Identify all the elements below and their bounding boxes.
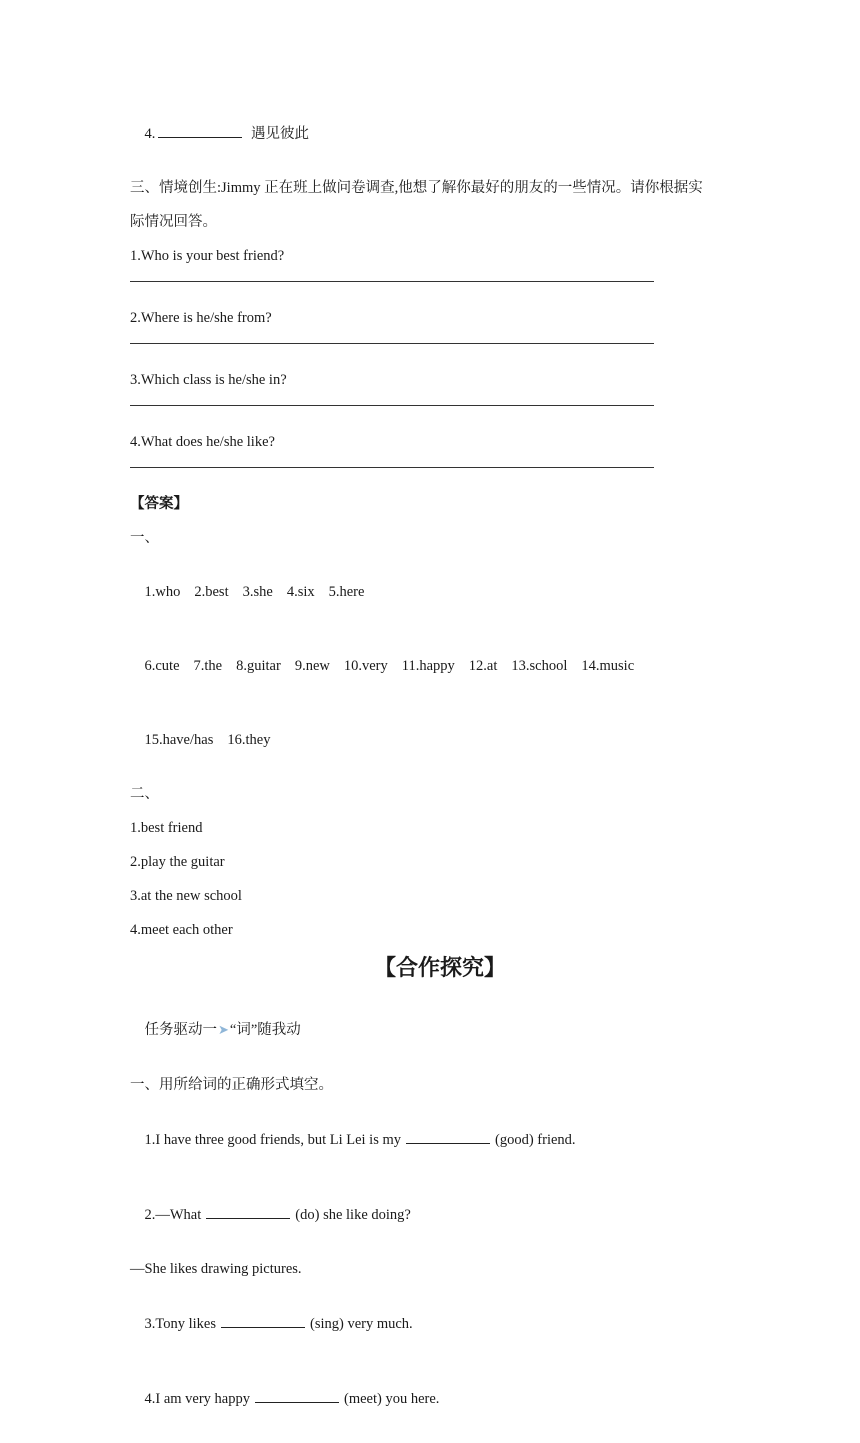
vocab-item-4-text: 遇见彼此	[251, 126, 309, 142]
survey-question-4: 4.What does he/she like?	[130, 434, 275, 450]
section3-intro-line1: 三、情境创生:Jimmy 正在班上做问卷调查,他想了解你最好的朋友的一些情况。请你根据实	[130, 180, 703, 196]
answer-item: 14.music	[581, 658, 635, 674]
answer-part1-label: 一、	[130, 530, 159, 546]
fill-question-4	[130, 1368, 750, 1429]
answer-item: 10.very	[343, 658, 388, 674]
fill-question-4-suffix: (meet) you here.	[344, 1391, 440, 1407]
fill-question-1	[130, 1109, 750, 1170]
task-suffix: “词”随我动	[229, 1022, 301, 1038]
survey-question-2: 2.Where is he/she from?	[130, 310, 272, 326]
fill-question-2-reply: —She likes drawing pictures.	[130, 1261, 302, 1277]
fill-instruction: 一、用所给词的正确形式填空。	[130, 1077, 333, 1093]
answer-blank[interactable]	[221, 1313, 305, 1328]
task-prefix: 任务驱动一	[144, 1022, 217, 1038]
answer-blank[interactable]	[206, 1204, 290, 1219]
fill-question-2-suffix: (do) she like doing?	[295, 1207, 411, 1223]
cooperate-heading: 【合作探究】	[373, 955, 506, 980]
answer-part2-item-2: 2.play the guitar	[130, 854, 225, 870]
answer-item: 13.school	[511, 658, 568, 674]
answer-item: 3.she	[242, 584, 273, 600]
answer-part2-item-3: 3.at the new school	[130, 888, 242, 904]
answer-blank[interactable]	[406, 1129, 490, 1144]
answer-row-1	[130, 562, 750, 622]
answer-item: 9.new	[294, 658, 330, 674]
answer-item: 6.cute	[144, 658, 180, 674]
answer-line[interactable]	[130, 342, 654, 344]
answer-item: 1.who	[144, 584, 181, 600]
document-page	[130, 103, 750, 1443]
survey-question-1: 1.Who is your best friend?	[130, 248, 285, 264]
fill-question-2-prefix: 2.—What	[144, 1207, 202, 1223]
answer-line[interactable]	[130, 404, 654, 406]
answer-line[interactable]	[130, 280, 654, 282]
answer-part2-item-1: 1.best friend	[130, 820, 203, 836]
answer-row-3	[130, 710, 750, 770]
section3-intro-line2: 际情况回答。	[130, 214, 217, 230]
answer-item: 5.here	[328, 584, 365, 600]
fill-question-2	[130, 1184, 750, 1245]
answer-row-2	[130, 636, 750, 696]
answer-item: 2.best	[194, 584, 229, 600]
answer-item: 7.the	[193, 658, 223, 674]
vocab-item-4-number: 4.	[144, 126, 156, 142]
fill-question-1-suffix: (good) friend.	[495, 1132, 576, 1148]
answer-item: 4.six	[286, 584, 315, 600]
vocab-item-4	[130, 103, 750, 164]
fill-question-3-suffix: (sing) very much.	[309, 1316, 413, 1332]
answer-item: 11.happy	[401, 658, 455, 674]
arrow-right-icon: ➤	[218, 1023, 229, 1038]
answer-item: 8.guitar	[236, 658, 281, 674]
task-line	[130, 1000, 750, 1061]
answer-line[interactable]	[130, 466, 654, 468]
answer-item: 16.they	[227, 732, 271, 748]
fill-question-3-prefix: 3.Tony likes	[144, 1316, 216, 1332]
survey-question-3: 3.Which class is he/she in?	[130, 372, 287, 388]
fill-question-3	[130, 1293, 750, 1354]
answer-title: 【答案】	[130, 496, 188, 512]
answer-item: 12.at	[468, 658, 498, 674]
answer-blank[interactable]	[255, 1388, 339, 1403]
answer-blank[interactable]	[158, 123, 242, 138]
fill-question-4-prefix: 4.I am very happy	[144, 1391, 250, 1407]
answer-part2-item-4: 4.meet each other	[130, 922, 233, 938]
answer-part2-label: 二、	[130, 786, 159, 802]
fill-question-1-prefix: 1.I have three good friends, but Li Lei is my	[144, 1132, 402, 1148]
answer-item: 15.have/has	[144, 732, 214, 748]
